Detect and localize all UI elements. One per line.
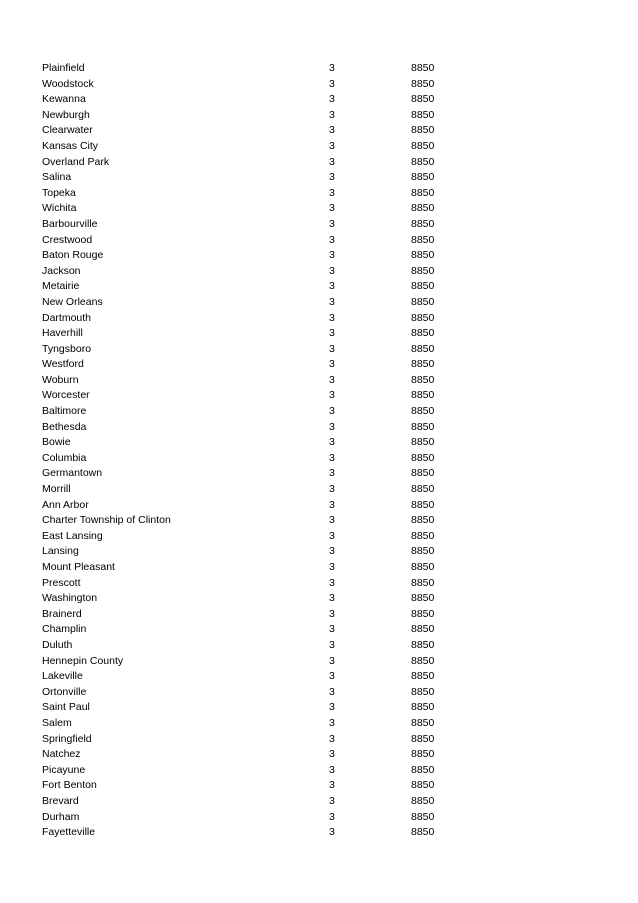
count-cell: 3 — [329, 623, 335, 636]
table-row — [42, 404, 462, 420]
count-cell: 3 — [329, 654, 335, 667]
count-cell: 3 — [329, 451, 335, 464]
count-cell: 3 — [329, 77, 335, 90]
value-cell: 8850 — [411, 155, 435, 168]
value-cell: 8850 — [411, 139, 435, 152]
count-cell: 3 — [329, 701, 335, 714]
table-row — [42, 747, 462, 763]
value-cell: 8850 — [411, 186, 435, 199]
city-cell: Columbia — [42, 451, 87, 464]
value-cell: 8850 — [411, 327, 435, 340]
value-cell: 8850 — [411, 249, 435, 262]
table-row — [42, 638, 462, 654]
table-row — [42, 373, 462, 389]
value-cell: 8850 — [411, 514, 435, 527]
value-cell: 8850 — [411, 748, 435, 761]
value-cell: 8850 — [411, 794, 435, 807]
value-cell: 8850 — [411, 576, 435, 589]
value-cell: 8850 — [411, 623, 435, 636]
count-cell: 3 — [329, 483, 335, 496]
table-row — [42, 279, 462, 295]
city-cell: Jackson — [42, 264, 81, 277]
count-cell: 3 — [329, 139, 335, 152]
city-cell: Bethesda — [42, 420, 87, 433]
table-row — [42, 108, 462, 124]
count-cell: 3 — [329, 498, 335, 511]
table-row — [42, 139, 462, 155]
value-cell: 8850 — [411, 826, 435, 839]
count-cell: 3 — [329, 779, 335, 792]
count-cell: 3 — [329, 716, 335, 729]
city-cell: Tyngsboro — [42, 342, 92, 355]
table-row — [42, 295, 462, 311]
value-cell: 8850 — [411, 420, 435, 433]
count-cell: 3 — [329, 576, 335, 589]
table-row — [42, 529, 462, 545]
value-cell: 8850 — [411, 124, 435, 137]
table-row — [42, 669, 462, 685]
count-cell: 3 — [329, 217, 335, 230]
count-cell: 3 — [329, 529, 335, 542]
value-cell: 8850 — [411, 607, 435, 620]
city-cell: Saint Paul — [42, 701, 90, 714]
value-cell: 8850 — [411, 264, 435, 277]
city-cell: Kewanna — [42, 93, 86, 106]
count-cell: 3 — [329, 389, 335, 402]
table-row — [42, 607, 462, 623]
count-cell: 3 — [329, 264, 335, 277]
value-cell: 8850 — [411, 763, 435, 776]
count-cell: 3 — [329, 748, 335, 761]
table-row — [42, 622, 462, 638]
table-row — [42, 778, 462, 794]
table-row — [42, 342, 462, 358]
value-cell: 8850 — [411, 342, 435, 355]
table-row — [42, 576, 462, 592]
table-row — [42, 170, 462, 186]
table-row — [42, 217, 462, 233]
table-row — [42, 357, 462, 373]
value-cell: 8850 — [411, 389, 435, 402]
table-row — [42, 810, 462, 826]
table-row — [42, 61, 462, 77]
value-cell: 8850 — [411, 171, 435, 184]
value-cell: 8850 — [411, 638, 435, 651]
table-row — [42, 498, 462, 514]
value-cell: 8850 — [411, 295, 435, 308]
value-cell: 8850 — [411, 498, 435, 511]
value-cell: 8850 — [411, 93, 435, 106]
city-cell: Durham — [42, 810, 80, 823]
value-cell: 8850 — [411, 810, 435, 823]
count-cell: 3 — [329, 405, 335, 418]
value-cell: 8850 — [411, 483, 435, 496]
table-row — [42, 763, 462, 779]
table-row — [42, 794, 462, 810]
table-row — [42, 201, 462, 217]
count-cell: 3 — [329, 108, 335, 121]
value-cell: 8850 — [411, 654, 435, 667]
count-cell: 3 — [329, 280, 335, 293]
city-cell: Clearwater — [42, 124, 93, 137]
count-cell: 3 — [329, 93, 335, 106]
table-row — [42, 248, 462, 264]
value-cell: 8850 — [411, 62, 435, 74]
city-cell: Duluth — [42, 638, 73, 651]
city-cell: Ortonville — [42, 685, 87, 698]
table-row — [42, 233, 462, 249]
city-cell: Barbourville — [42, 217, 98, 230]
count-cell: 3 — [329, 467, 335, 480]
table-row — [42, 451, 462, 467]
city-cell: Lakeville — [42, 670, 83, 683]
city-cell: Haverhill — [42, 327, 83, 340]
value-cell: 8850 — [411, 373, 435, 386]
count-cell: 3 — [329, 155, 335, 168]
value-cell: 8850 — [411, 233, 435, 246]
table-row — [42, 264, 462, 280]
table-row — [42, 513, 462, 529]
table-row — [42, 466, 462, 482]
table-row — [42, 732, 462, 748]
value-cell: 8850 — [411, 405, 435, 418]
city-cell: Worcester — [42, 389, 90, 402]
value-cell: 8850 — [411, 280, 435, 293]
table-row — [42, 685, 462, 701]
city-cell: Wichita — [42, 202, 77, 215]
value-cell: 8850 — [411, 701, 435, 714]
count-cell: 3 — [329, 638, 335, 651]
count-cell: 3 — [329, 233, 335, 246]
value-cell: 8850 — [411, 561, 435, 573]
city-cell: Prescott — [42, 576, 81, 589]
count-cell: 3 — [329, 342, 335, 355]
value-cell: 8850 — [411, 716, 435, 729]
city-cell: Overland Park — [42, 155, 110, 168]
value-cell: 8850 — [411, 358, 435, 371]
city-cell: Bowie — [42, 436, 71, 449]
value-cell: 8850 — [411, 436, 435, 449]
table-row — [42, 591, 462, 607]
city-cell: Westford — [42, 358, 84, 371]
count-cell: 3 — [329, 514, 335, 527]
city-cell: Topeka — [42, 186, 76, 199]
count-cell: 3 — [329, 810, 335, 823]
table-row — [42, 544, 462, 560]
city-cell: Dartmouth — [42, 311, 92, 324]
value-cell: 8850 — [411, 311, 435, 324]
count-cell: 3 — [329, 732, 335, 745]
count-cell: 3 — [329, 311, 335, 324]
city-cell: Charter Township of Clinton — [42, 514, 171, 527]
city-cell: Brevard — [42, 794, 79, 807]
table-row — [42, 123, 462, 139]
city-cell: Woodstock — [42, 77, 94, 90]
data-table — [42, 61, 462, 841]
city-cell: East Lansing — [42, 529, 103, 542]
table-row — [42, 326, 462, 342]
count-cell: 3 — [329, 373, 335, 386]
count-cell: 3 — [329, 763, 335, 776]
count-cell: 3 — [329, 826, 335, 839]
table-row — [42, 388, 462, 404]
value-cell: 8850 — [411, 670, 435, 683]
count-cell: 3 — [329, 327, 335, 340]
city-cell: Ann Arbor — [42, 498, 89, 511]
table-row — [42, 716, 462, 732]
city-cell: Fort Benton — [42, 779, 97, 792]
city-cell: Salem — [42, 716, 72, 729]
city-cell: Crestwood — [42, 233, 93, 246]
count-cell: 3 — [329, 545, 335, 558]
count-cell: 3 — [329, 295, 335, 308]
count-cell: 3 — [329, 186, 335, 199]
city-cell: Newburgh — [42, 108, 90, 121]
count-cell: 3 — [329, 436, 335, 449]
city-cell: Metairie — [42, 280, 80, 293]
city-cell: Natchez — [42, 748, 81, 761]
count-cell: 3 — [329, 124, 335, 137]
table-row — [42, 92, 462, 108]
value-cell: 8850 — [411, 77, 435, 90]
city-cell: Champlin — [42, 623, 87, 636]
city-cell: Baltimore — [42, 405, 87, 418]
table-row — [42, 435, 462, 451]
count-cell: 3 — [329, 202, 335, 215]
count-cell: 3 — [329, 249, 335, 262]
value-cell: 8850 — [411, 779, 435, 792]
table-row — [42, 700, 462, 716]
city-cell: Morrill — [42, 483, 71, 496]
count-cell: 3 — [329, 607, 335, 620]
count-cell: 3 — [329, 685, 335, 698]
table-row — [42, 77, 462, 93]
city-cell: Springfield — [42, 732, 92, 745]
value-cell: 8850 — [411, 685, 435, 698]
city-cell: Picayune — [42, 763, 86, 776]
count-cell: 3 — [329, 561, 335, 573]
city-cell: Hennepin County — [42, 654, 124, 667]
value-cell: 8850 — [411, 529, 435, 542]
count-cell: 3 — [329, 592, 335, 605]
count-cell: 3 — [329, 420, 335, 433]
city-cell: Germantown — [42, 467, 103, 480]
city-cell: Baton Rouge — [42, 249, 104, 262]
city-cell: Lansing — [42, 545, 79, 558]
city-cell: Brainerd — [42, 607, 82, 620]
value-cell: 8850 — [411, 217, 435, 230]
value-cell: 8850 — [411, 202, 435, 215]
value-cell: 8850 — [411, 108, 435, 121]
city-cell: Plainfield — [42, 62, 85, 74]
table-row — [42, 560, 462, 576]
table-row — [42, 420, 462, 436]
city-cell: Salina — [42, 171, 72, 184]
table-row — [42, 186, 462, 202]
city-cell: Washington — [42, 592, 98, 605]
value-cell: 8850 — [411, 545, 435, 558]
city-cell: Woburn — [42, 373, 79, 386]
count-cell: 3 — [329, 62, 335, 74]
value-cell: 8850 — [411, 592, 435, 605]
value-cell: 8850 — [411, 467, 435, 480]
count-cell: 3 — [329, 794, 335, 807]
count-cell: 3 — [329, 358, 335, 371]
table-row — [42, 155, 462, 171]
city-cell: Mount Pleasant — [42, 561, 115, 573]
count-cell: 3 — [329, 670, 335, 683]
table-row — [42, 311, 462, 327]
value-cell: 8850 — [411, 451, 435, 464]
table-row — [42, 654, 462, 670]
table-row — [42, 482, 462, 498]
city-cell: Kansas City — [42, 139, 99, 152]
city-cell: New Orleans — [42, 295, 103, 308]
table-row — [42, 825, 462, 841]
city-cell: Fayetteville — [42, 826, 96, 839]
count-cell: 3 — [329, 171, 335, 184]
value-cell: 8850 — [411, 732, 435, 745]
